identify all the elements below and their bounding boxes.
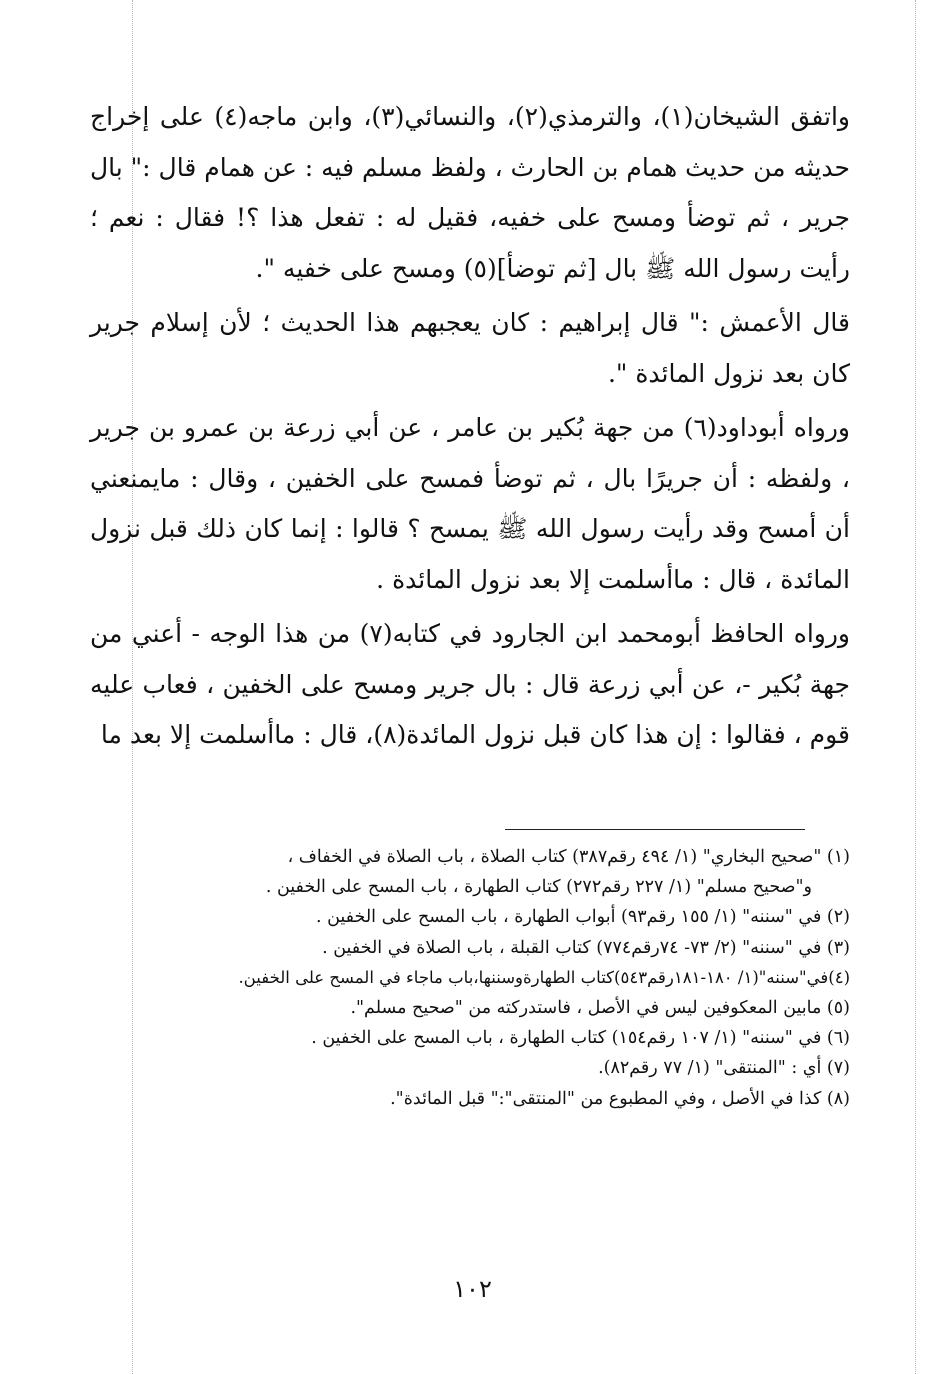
footnotes	[90, 842, 850, 1114]
footnote-divider	[505, 829, 805, 830]
paragraph: ورواه أبوداود(٦) من جهة بُكير بن عامر ، عن أبي زرعة بن عمرو بن جرير ، ولفظه : أن جريرًا بال ، ثم توضأ فمسح على الخفين ، وقال : مايمنعني أن أمسح وقد رأيت رسول الله ﷺ يمسح ؟ قالوا : إنما كان ذلك قبل نزول المائدة ، قال : ماأسلمت إلا بعد نزول المائدة .	[90, 413, 850, 594]
page-number: ١٠٢	[453, 1275, 492, 1303]
paragraph: واتفق الشيخان(١)، والترمذي(٢)، والنسائي(٣)، وابن ماجه(٤) على إخراج حديثه من حديث همام بن الحارث ، ولفظ مسلم فيه : عن همام قال :" بال جرير ، ثم توضأ ومسح على خفيه، فقيل له : تفعل هذا ؟! فقال : نعم ؛ رأيت رسول الله ﷺ بال [ثم توضأ](٥) ومسح على خفيه ".	[90, 102, 851, 283]
footnote-continuation: و"صحيح مسلم" (١/ ٢٢٧ رقم٢٧٢) كتاب الطهارة ، باب المسح على الخفين .	[265, 877, 812, 898]
paragraph: قال الأعمش :" قال إبراهيم : كان يعجبهم هذا الحديث ؛ لأن إسلام جرير كان بعد نزول المائدة ".	[90, 308, 850, 388]
scan-dotted-line	[915, 0, 916, 1374]
footnote: (٨) كذا في الأصل ، وفي المطبوع من "المنتقى":" قبل المائدة".	[390, 1088, 850, 1109]
footnote: (٥) مابين المعكوفين ليس في الأصل ، فاستدركته من "صحيح مسلم".	[350, 998, 850, 1019]
paragraph: ورواه الحافظ أبومحمد ابن الجارود في كتابه(٧) من هذا الوجه - أعني من جهة بُكير -، عن أبي زرعة قال : بال جرير ومسح على الخفين ، فعاب عليه قوم ، فقالوا : إن هذا كان قبل نزول المائدة(٨)، قال : ماأسلمت إلا بعد ما	[90, 619, 850, 749]
footnote: (٣) في "سننه" (٢/ ٧٣- ٧٤رقم٧٧٤) كتاب القبلة ، باب الصلاة في الخفين .	[322, 937, 850, 958]
footnote: (٦) في "سننه" (١/ ١٠٧ رقم١٥٤) كتاب الطهارة ، باب المسح على الخفين .	[311, 1028, 850, 1049]
footnote: (٢) في "سننه" (١/ ١٥٥ رقم٩٣) أبواب الطهارة ، باب المسح على الخفين .	[315, 907, 850, 928]
footnote: (٧) أي : "المنتقى" (١/ ٧٧ رقم٨٢).	[598, 1058, 850, 1079]
footnote: (٤)في"سننه"(١/ ١٨٠-١٨١رقم٥٤٣)كتاب الطهارةوسننها،باب ماجاء في المسح على الخفين.	[238, 967, 850, 987]
main-text	[90, 92, 850, 761]
footnote: (١) "صحيح البخاري" (١/ ٤٩٤ رقم٣٨٧) كتاب الصلاة ، باب الصلاة في الخفاف ،	[287, 847, 850, 867]
